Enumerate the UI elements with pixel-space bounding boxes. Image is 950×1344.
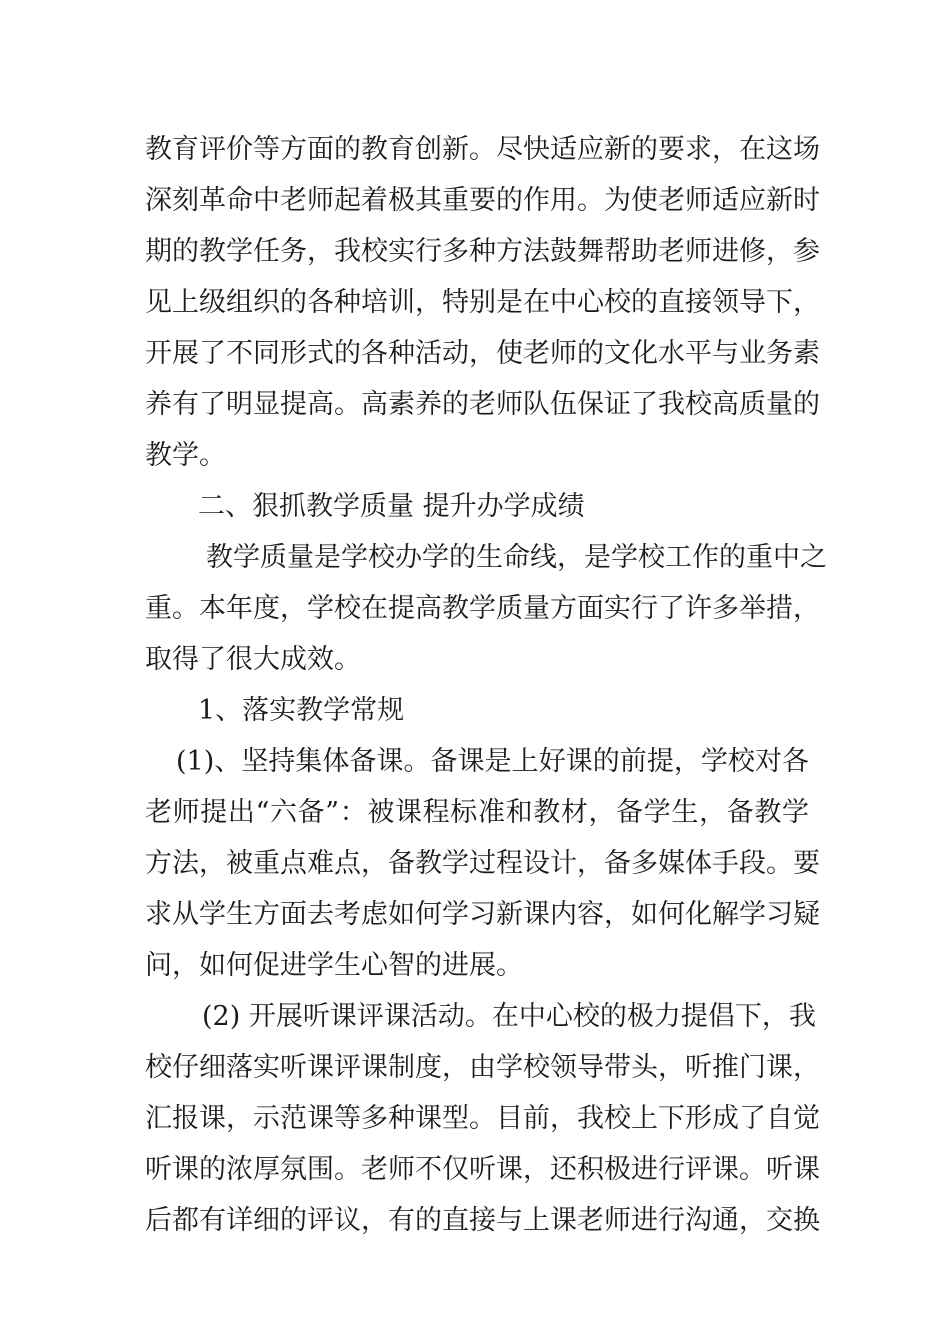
paragraph-1-line-7: 教学。 xyxy=(145,440,226,471)
paragraph-4-line-4: 听课的浓厚氛围。老师不仅听课，还积极进行评课。听课 xyxy=(145,1154,820,1185)
paragraph-4-line-5: 后都有详细的评议，有的直接与上课老师进行沟通，交换 xyxy=(145,1205,820,1236)
section-heading-2: 二、狠抓教学质量 提升办学成绩 xyxy=(198,491,585,522)
paragraph-1-line-1: 教育评价等方面的教育创新。尽快适应新的要求，在这场 xyxy=(145,134,820,165)
paragraph-3-line-2: 老师提出“六备”：被课程标准和教材，备学生，备教学 xyxy=(145,797,809,828)
paragraph-2-line-1: 教学质量是学校办学的生命线，是学校工作的重中之 xyxy=(206,542,827,573)
paragraph-2-line-3: 取得了很大成效。 xyxy=(145,644,361,675)
paragraph-4-line-1: (2) 开展听课评课活动。在中心校的极力提倡下，我 xyxy=(202,1001,816,1032)
paragraph-1-line-4: 见上级组织的各种培训，特别是在中心校的直接领导下， xyxy=(145,287,820,318)
paragraph-2-line-2: 重。本年度，学校在提高教学质量方面实行了许多举措， xyxy=(145,593,820,624)
paragraph-3-line-5: 问，如何促进学生心智的进展。 xyxy=(145,950,523,981)
paragraph-3-line-1: (1)、坚持集体备课。备课是上好课的前提，学校对各 xyxy=(176,746,809,777)
paragraph-4-line-3: 汇报课，示范课等多种课型。目前，我校上下形成了自觉 xyxy=(145,1103,820,1134)
paragraph-3-line-3: 方法，被重点难点，备教学过程设计，备多媒体手段。要 xyxy=(145,848,820,879)
paragraph-4-line-2: 校仔细落实听课评课制度，由学校领导带头，听推门课， xyxy=(145,1052,820,1083)
paragraph-3-line-4: 求从学生方面去考虑如何学习新课内容，如何化解学习疑 xyxy=(145,899,820,930)
paragraph-1-line-3: 期的教学任务，我校实行多种方法鼓舞帮助老师进修，参 xyxy=(145,236,820,267)
paragraph-1-line-2: 深刻革命中老师起着极其重要的作用。为使老师适应新时 xyxy=(145,185,820,216)
paragraph-1-line-6: 养有了明显提高。高素养的老师队伍保证了我校高质量的 xyxy=(145,389,820,420)
paragraph-1-line-5: 开展了不同形式的各种活动，使老师的文化水平与业务素 xyxy=(145,338,820,369)
subsection-heading-1: 1、落实教学常规 xyxy=(198,695,405,726)
